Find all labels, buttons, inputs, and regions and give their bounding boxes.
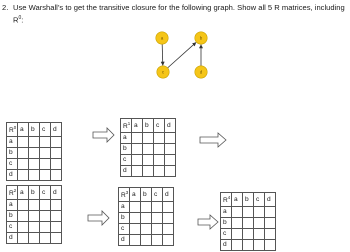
matrix-cell-d-a[interactable]	[232, 240, 243, 251]
matrix-title-base: R	[223, 197, 228, 205]
matrix-title-superscript: 3	[125, 190, 129, 195]
matrix-title-base: R	[123, 123, 128, 131]
matrix-cell-a-d[interactable]	[265, 207, 276, 218]
arrow-r1-to-r2	[200, 133, 226, 147]
matrix-cell-a-c[interactable]	[254, 207, 265, 218]
matrix-cell-d-d[interactable]	[165, 166, 176, 177]
row-header-a: a	[7, 200, 18, 211]
edge-c-to-b	[168, 42, 196, 67]
row-header-c: c	[221, 229, 232, 240]
matrix-row	[7, 170, 62, 181]
column-header-d: d	[51, 123, 62, 137]
row-header-c: c	[121, 155, 132, 166]
matrix-cell-c-c[interactable]	[40, 159, 51, 170]
matrix-cell-c-b[interactable]	[143, 155, 154, 166]
row-header-b: b	[119, 213, 130, 224]
matrix-title-base: R	[121, 192, 126, 200]
matrix-cell-d-c[interactable]	[152, 235, 163, 246]
row-header-d: d	[119, 235, 130, 246]
column-header-d: d	[163, 188, 174, 202]
matrix-cell-b-b[interactable]	[29, 148, 40, 159]
row-header-c: c	[119, 224, 130, 235]
matrix-cell-c-c[interactable]	[40, 222, 51, 233]
column-header-c: c	[40, 186, 51, 200]
column-header-b: b	[29, 123, 40, 137]
matrix-title	[7, 186, 18, 200]
matrix-cell-b-a[interactable]	[232, 218, 243, 229]
matrix-row	[7, 200, 62, 211]
edge-a-to-c	[162, 44, 163, 65]
matrix-row	[121, 133, 176, 144]
column-header-a: a	[232, 193, 243, 207]
row-header-b: b	[121, 144, 132, 155]
matrix-row	[221, 240, 276, 251]
column-header-a: a	[18, 186, 29, 200]
matrix-title-superscript: 2	[13, 188, 17, 193]
row-header-c: c	[7, 159, 18, 170]
matrix-cell-d-c[interactable]	[40, 170, 51, 181]
column-header-a: a	[132, 119, 143, 133]
matrix-cell-b-a[interactable]	[132, 144, 143, 155]
column-header-c: c	[154, 119, 165, 133]
matrix-cell-a-a[interactable]	[18, 200, 29, 211]
matrix-title-base: R	[9, 190, 14, 198]
node-label-c: c	[161, 69, 165, 75]
row-header-d: d	[7, 170, 18, 181]
matrix-title-superscript: 4	[227, 195, 231, 200]
row-header-b: b	[7, 211, 18, 222]
matrix-cell-b-a[interactable]	[130, 213, 141, 224]
matrix-title-superscript: 1	[127, 121, 131, 126]
matrix-cell-c-b[interactable]	[243, 229, 254, 240]
matrix-cell-d-d[interactable]	[265, 240, 276, 251]
matrix-cell-d-c[interactable]	[40, 233, 51, 244]
matrix-cell-c-a[interactable]	[18, 159, 29, 170]
matrix-cell-b-c[interactable]	[40, 148, 51, 159]
matrix-cell-b-d[interactable]	[163, 213, 174, 224]
matrix-cell-d-a[interactable]	[130, 235, 141, 246]
graph-node-b	[195, 32, 207, 44]
column-header-c: c	[152, 188, 163, 202]
matrix-row	[7, 148, 62, 159]
arrow-r0-to-r1	[93, 128, 114, 142]
matrix-cell-d-b[interactable]	[143, 166, 154, 177]
graph-node-c	[157, 66, 169, 78]
column-header-b: b	[243, 193, 254, 207]
column-header-d: d	[265, 193, 276, 207]
question-line-1: Use Warshall’s to get the transitive closure for the following graph. Show all 5 R matrices, including	[13, 3, 345, 12]
matrix-cell-d-b[interactable]	[141, 235, 152, 246]
matrix-header-row	[7, 123, 62, 137]
node-label-a: a	[160, 35, 164, 41]
row-header-b: b	[221, 218, 232, 229]
matrix-cell-a-d[interactable]	[51, 200, 62, 211]
matrix-header-row	[221, 193, 276, 207]
matrix-cell-c-a[interactable]	[132, 155, 143, 166]
matrix-cell-a-b[interactable]	[29, 200, 40, 211]
column-header-d: d	[165, 119, 176, 133]
column-header-b: b	[29, 186, 40, 200]
matrix-cell-d-c[interactable]	[154, 166, 165, 177]
matrix-cell-d-b[interactable]	[29, 233, 40, 244]
matrix-title	[221, 193, 232, 207]
node-label-b: b	[199, 35, 203, 41]
matrix-cell-b-c[interactable]	[152, 213, 163, 224]
r0-colon: :	[21, 15, 24, 25]
matrix-row	[119, 202, 174, 213]
matrix-cell-a-b[interactable]	[243, 207, 254, 218]
matrix-row	[221, 218, 276, 229]
matrix-cell-a-c[interactable]	[152, 202, 163, 213]
matrix-cell-b-d[interactable]	[51, 148, 62, 159]
matrix-header-row	[119, 188, 174, 202]
matrix-cell-a-b[interactable]	[29, 137, 40, 148]
matrix-cell-b-b[interactable]	[141, 213, 152, 224]
matrix-r0	[6, 122, 62, 181]
matrix-cell-c-a[interactable]	[18, 222, 29, 233]
matrix-cell-c-d[interactable]	[163, 224, 174, 235]
matrix-row	[121, 166, 176, 177]
matrix-cell-b-b[interactable]	[29, 211, 40, 222]
matrix-header-row	[121, 119, 176, 133]
matrix-r3	[118, 187, 174, 246]
column-header-a: a	[18, 123, 29, 137]
matrix-r4	[220, 192, 276, 251]
matrix-cell-c-d[interactable]	[165, 155, 176, 166]
row-header-b: b	[7, 148, 18, 159]
matrix-cell-c-c[interactable]	[254, 229, 265, 240]
matrix-cell-b-b[interactable]	[243, 218, 254, 229]
matrix-cell-a-a[interactable]	[132, 133, 143, 144]
row-header-d: d	[221, 240, 232, 251]
matrix-row	[7, 211, 62, 222]
matrix-cell-b-b[interactable]	[143, 144, 154, 155]
matrix-r2	[6, 185, 62, 244]
graph-node-d	[195, 66, 207, 78]
matrix-cell-d-d[interactable]	[51, 233, 62, 244]
matrix-cell-c-b[interactable]	[29, 222, 40, 233]
matrix-row	[119, 224, 174, 235]
matrix-cell-a-a[interactable]	[130, 202, 141, 213]
matrix-cell-c-a[interactable]	[232, 229, 243, 240]
column-header-c: c	[40, 123, 51, 137]
row-header-a: a	[221, 207, 232, 218]
matrix-cell-d-c[interactable]	[254, 240, 265, 251]
graph-node-a	[156, 32, 168, 44]
matrix-cell-a-b[interactable]	[141, 202, 152, 213]
matrix-title-base: R	[9, 127, 14, 135]
column-header-b: b	[143, 119, 154, 133]
graph-edges	[162, 42, 201, 67]
matrix-row	[221, 229, 276, 240]
matrix-cell-d-a[interactable]	[132, 166, 143, 177]
r0-base: R	[13, 15, 19, 25]
matrix-cell-a-d[interactable]	[51, 137, 62, 148]
row-header-c: c	[7, 222, 18, 233]
matrix-row	[121, 155, 176, 166]
matrix-cell-d-b[interactable]	[243, 240, 254, 251]
row-header-a: a	[119, 202, 130, 213]
matrix-row	[221, 207, 276, 218]
matrix-row	[7, 233, 62, 244]
r0-superscript: 0	[18, 15, 22, 21]
matrix-header-row	[7, 186, 62, 200]
matrix-cell-c-d[interactable]	[51, 222, 62, 233]
matrix-cell-b-a[interactable]	[18, 211, 29, 222]
matrix-cell-a-c[interactable]	[40, 137, 51, 148]
matrix-cell-a-d[interactable]	[163, 202, 174, 213]
matrix-cell-b-d[interactable]	[265, 218, 276, 229]
matrix-cell-c-b[interactable]	[29, 159, 40, 170]
matrix-cell-c-d[interactable]	[51, 159, 62, 170]
matrix-row	[119, 213, 174, 224]
column-header-d: d	[51, 186, 62, 200]
arrow-r2-to-r3	[88, 211, 109, 225]
matrix-cell-d-d[interactable]	[51, 170, 62, 181]
node-label-d: d	[199, 69, 203, 75]
matrix-title	[121, 119, 132, 133]
matrix-cell-b-c[interactable]	[40, 211, 51, 222]
matrix-cell-b-a[interactable]	[18, 148, 29, 159]
row-header-d: d	[7, 233, 18, 244]
matrix-cell-d-b[interactable]	[29, 170, 40, 181]
matrix-cell-b-c[interactable]	[154, 144, 165, 155]
row-header-d: d	[121, 166, 132, 177]
matrix-cell-a-a[interactable]	[232, 207, 243, 218]
matrix-cell-c-d[interactable]	[265, 229, 276, 240]
matrix-cell-a-d[interactable]	[165, 133, 176, 144]
matrix-cell-a-b[interactable]	[143, 133, 154, 144]
matrix-cell-c-a[interactable]	[130, 224, 141, 235]
matrix-row	[7, 159, 62, 170]
matrix-title	[7, 123, 18, 137]
matrix-cell-c-c[interactable]	[154, 155, 165, 166]
matrix-cell-b-c[interactable]	[254, 218, 265, 229]
row-header-a: a	[7, 137, 18, 148]
matrix-cell-d-a[interactable]	[18, 233, 29, 244]
column-header-b: b	[141, 188, 152, 202]
question-number: 2.	[2, 3, 9, 12]
arrow-r3-to-r4	[198, 215, 218, 229]
matrix-row	[7, 222, 62, 233]
column-header-a: a	[130, 188, 141, 202]
matrix-title	[119, 188, 130, 202]
matrix-title-superscript: 0	[13, 125, 17, 130]
matrix-r1	[120, 118, 176, 177]
column-header-c: c	[254, 193, 265, 207]
matrix-cell-d-d[interactable]	[163, 235, 174, 246]
matrix-row	[121, 144, 176, 155]
row-header-a: a	[121, 133, 132, 144]
matrix-row	[7, 137, 62, 148]
matrix-cell-c-c[interactable]	[152, 224, 163, 235]
matrix-row	[119, 235, 174, 246]
matrix-cell-d-a[interactable]	[18, 170, 29, 181]
matrix-cell-b-d[interactable]	[165, 144, 176, 155]
matrix-cell-c-b[interactable]	[141, 224, 152, 235]
matrix-cell-a-a[interactable]	[18, 137, 29, 148]
matrix-cell-a-c[interactable]	[154, 133, 165, 144]
matrix-cell-b-d[interactable]	[51, 211, 62, 222]
matrix-cell-a-c[interactable]	[40, 200, 51, 211]
